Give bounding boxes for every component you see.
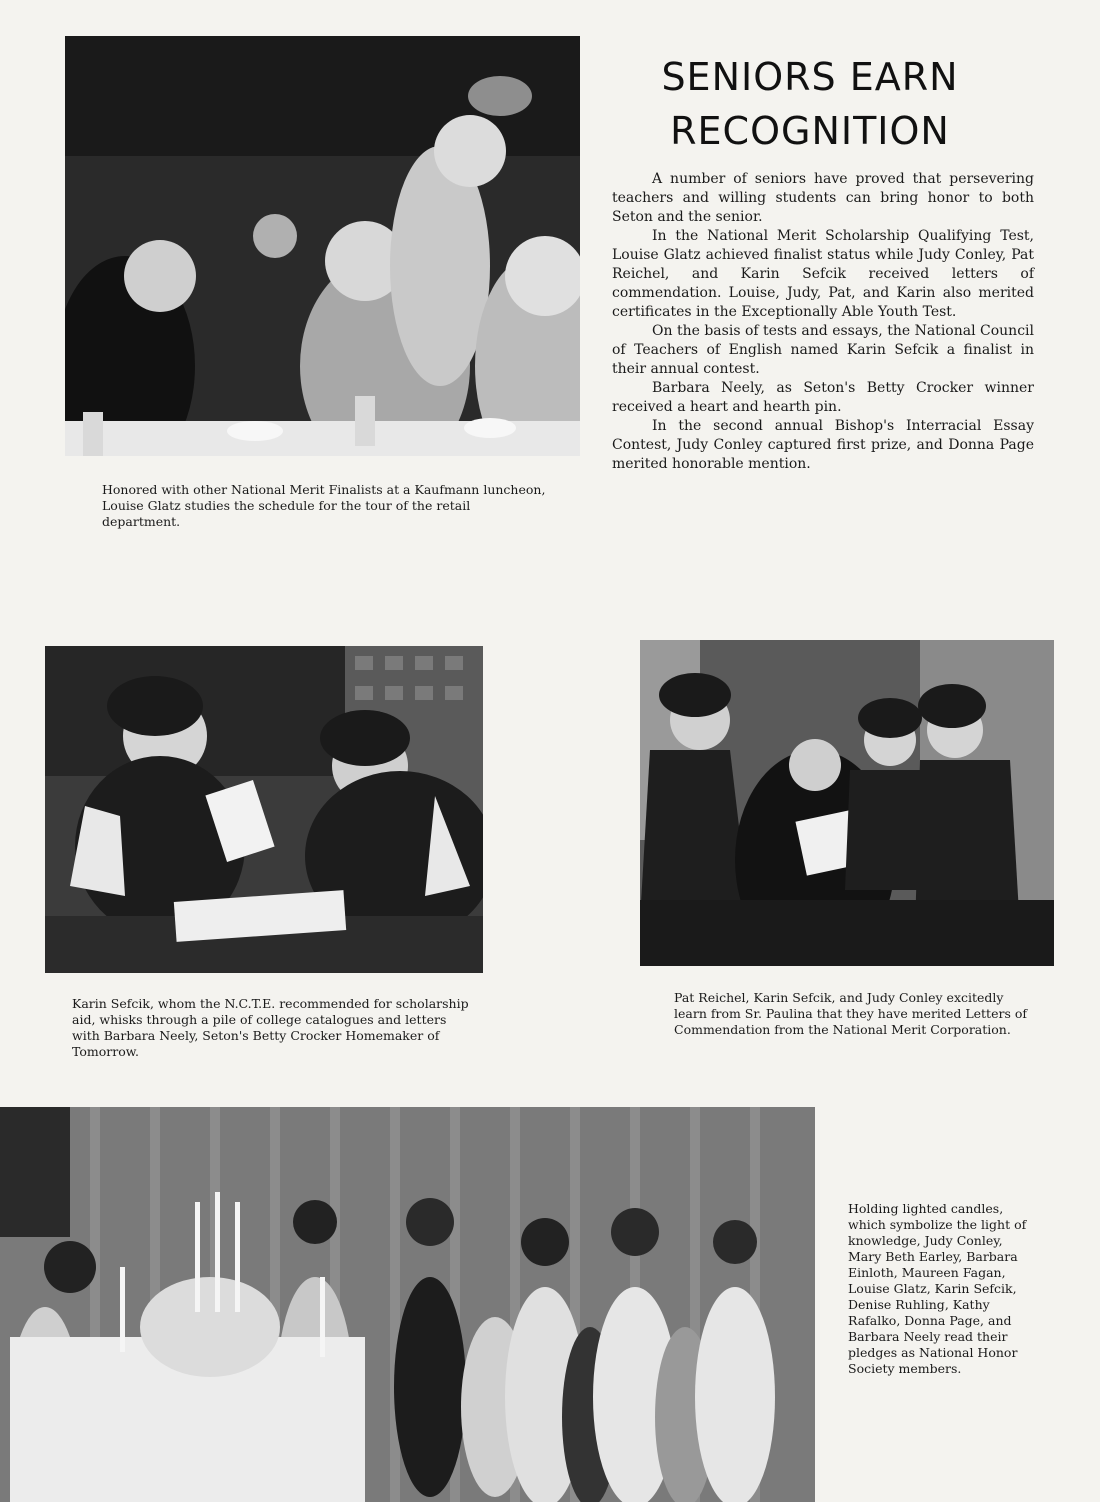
- article-paragraph: A number of seniors have proved that persevering teachers and willing students can bring honor to both Seton and the senior.: [612, 171, 1034, 225]
- photo-commendation: [640, 640, 1054, 966]
- article-paragraph: Barbara Neely, as Seton's Betty Crocker winner received a heart and hearth pin.: [612, 380, 1034, 415]
- photo-luncheon: [65, 36, 580, 456]
- photo-library: [45, 646, 483, 973]
- article-paragraph: In the National Merit Scholarship Qualifying Test, Louise Glatz achieved finalist status while Judy Conley, Pat Reichel, and Karin Sefcik received letters of commendation. Louise, Judy, Pat, and Karin also merited certificates in the Exceptionally Able Youth Test.: [612, 228, 1034, 320]
- photo-candles: [0, 1107, 815, 1502]
- page-title: [600, 50, 1020, 158]
- article-paragraph: In the second annual Bishop's Interracial Essay Contest, Judy Conley captured first prize, and Donna Page merited honorable mention.: [612, 418, 1034, 472]
- caption-luncheon: Honored with other National Merit Finalists at a Kaufmann luncheon, Louise Glatz studies the schedule for the tour of the retail department.: [102, 482, 546, 529]
- caption-candles: Holding lighted candles, which symbolize the light of knowledge, Judy Conley, Mary Beth Earley, Barbara Einloth, Maureen Fagan, Louise Glatz, Karin Sefcik, Denise Ruhling, Kathy Rafalko, Donna Page, and Barbara Neely read their pledges as National Honor Society members.: [848, 1201, 1027, 1376]
- title-line-1: SENIORS EARN: [661, 55, 959, 99]
- title-line-2: RECOGNITION: [670, 109, 950, 153]
- caption-library: Karin Sefcik, whom the N.C.T.E. recommended for scholarship aid, whisks through a pile of college catalogues and letters with Barbara Neely, Seton's Betty Crocker Homemaker of Tomorrow.: [72, 996, 469, 1059]
- article-paragraph: On the basis of tests and essays, the National Council of Teachers of English named Karin Sefcik a finalist in their annual contest.: [612, 323, 1034, 377]
- article-body: [612, 170, 1034, 474]
- caption-commendation: Pat Reichel, Karin Sefcik, and Judy Conley excitedly learn from Sr. Paulina that they have merited Letters of Commendation from the National Merit Corporation.: [674, 990, 1027, 1037]
